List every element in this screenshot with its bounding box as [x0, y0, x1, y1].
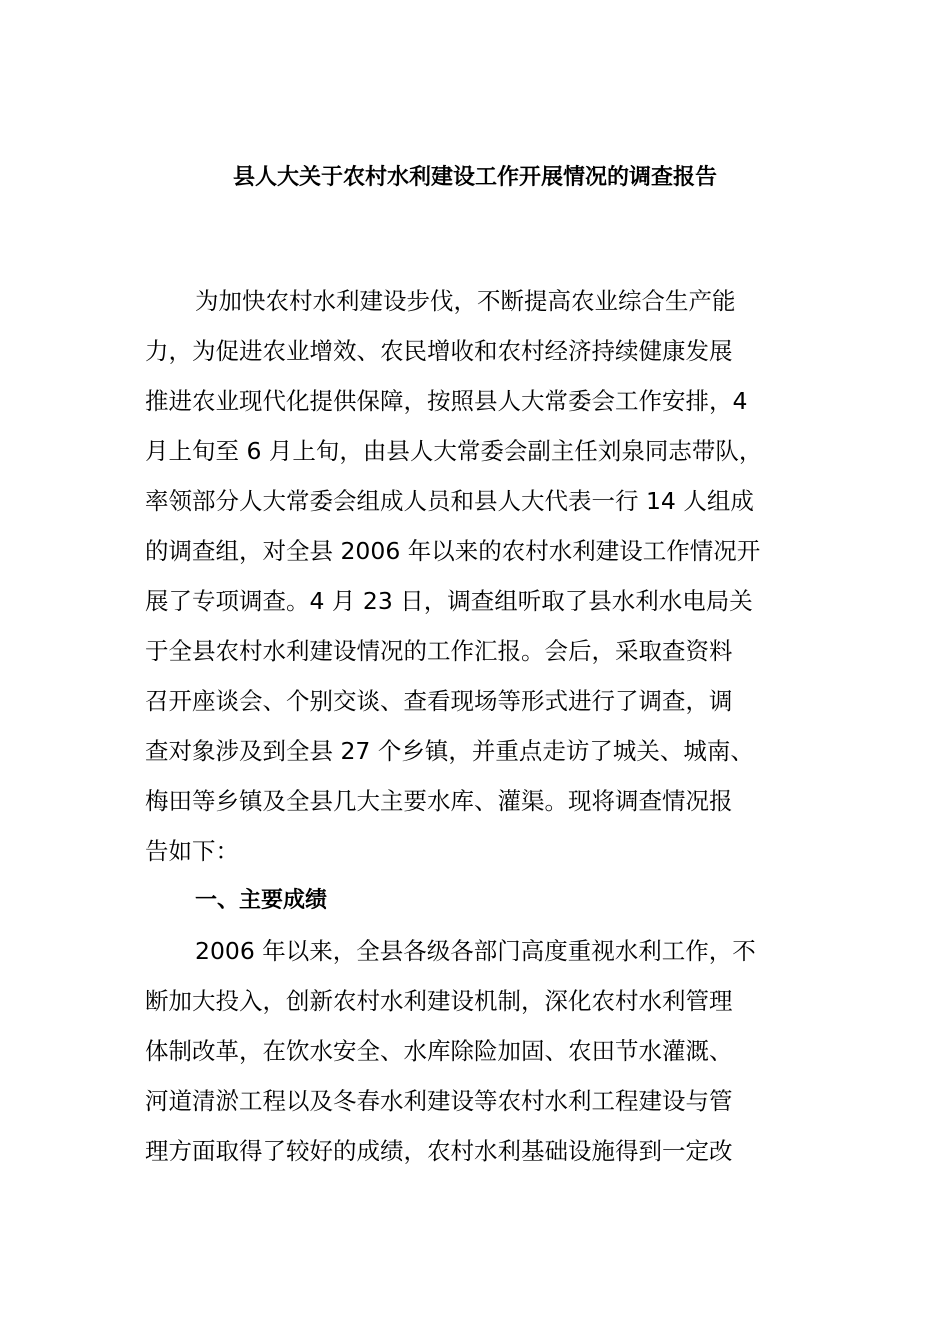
- paragraph-line: 理方面取得了较好的成绩，农村水利基础设施得到一定改: [145, 1137, 733, 1165]
- paragraph-line: 于全县农村水利建设情况的工作汇报。会后，采取查资料: [145, 637, 733, 665]
- paragraph-line: 月上旬至 6 月上旬，由县人大常委会副主任刘泉同志带队，: [145, 437, 763, 465]
- document-body: [145, 283, 825, 1183]
- section-heading: 一、主要成绩: [195, 888, 328, 913]
- paragraph-line: 断加大投入，创新农村水利建设机制，深化农村水利管理: [145, 987, 733, 1015]
- paragraph-line: 查对象涉及到全县 27 个乡镇，并重点走访了城关、城南、: [145, 737, 754, 765]
- paragraph-line: 力，为促进农业增效、农民增收和农村经济持续健康发展: [145, 337, 733, 365]
- paragraph-line: 召开座谈会、个别交谈、查看现场等形式进行了调查，调: [145, 687, 733, 715]
- paragraph-line: 率领部分人大常委会组成人员和县人大代表一行 14 人组成: [145, 487, 754, 515]
- paragraph-line: 为加快农村水利建设步伐，不断提高农业综合生产能: [195, 287, 736, 315]
- paragraph-line: 推进农业现代化提供保障，按照县人大常委会工作安排，4: [145, 387, 748, 415]
- paragraph-line: 的调查组，对全县 2006 年以来的农村水利建设工作情况开: [145, 537, 761, 565]
- document-title: 县人大关于农村水利建设工作开展情况的调查报告: [232, 165, 717, 190]
- paragraph-line: 告如下：: [145, 837, 239, 865]
- paragraph-line: 体制改革，在饮水安全、水库除险加固、农田节水灌溉、: [145, 1037, 733, 1065]
- paragraph-line: 2006 年以来，全县各级各部门高度重视水利工作，不: [195, 937, 756, 965]
- paragraph-line: 展了专项调查。4 月 23 日，调查组听取了县水利水电局关: [145, 587, 753, 615]
- paragraph-line: 河道清淤工程以及冬春水利建设等农村水利工程建设与管: [145, 1087, 733, 1115]
- paragraph-line: 梅田等乡镇及全县几大主要水库、灌渠。现将调查情况报: [145, 787, 733, 815]
